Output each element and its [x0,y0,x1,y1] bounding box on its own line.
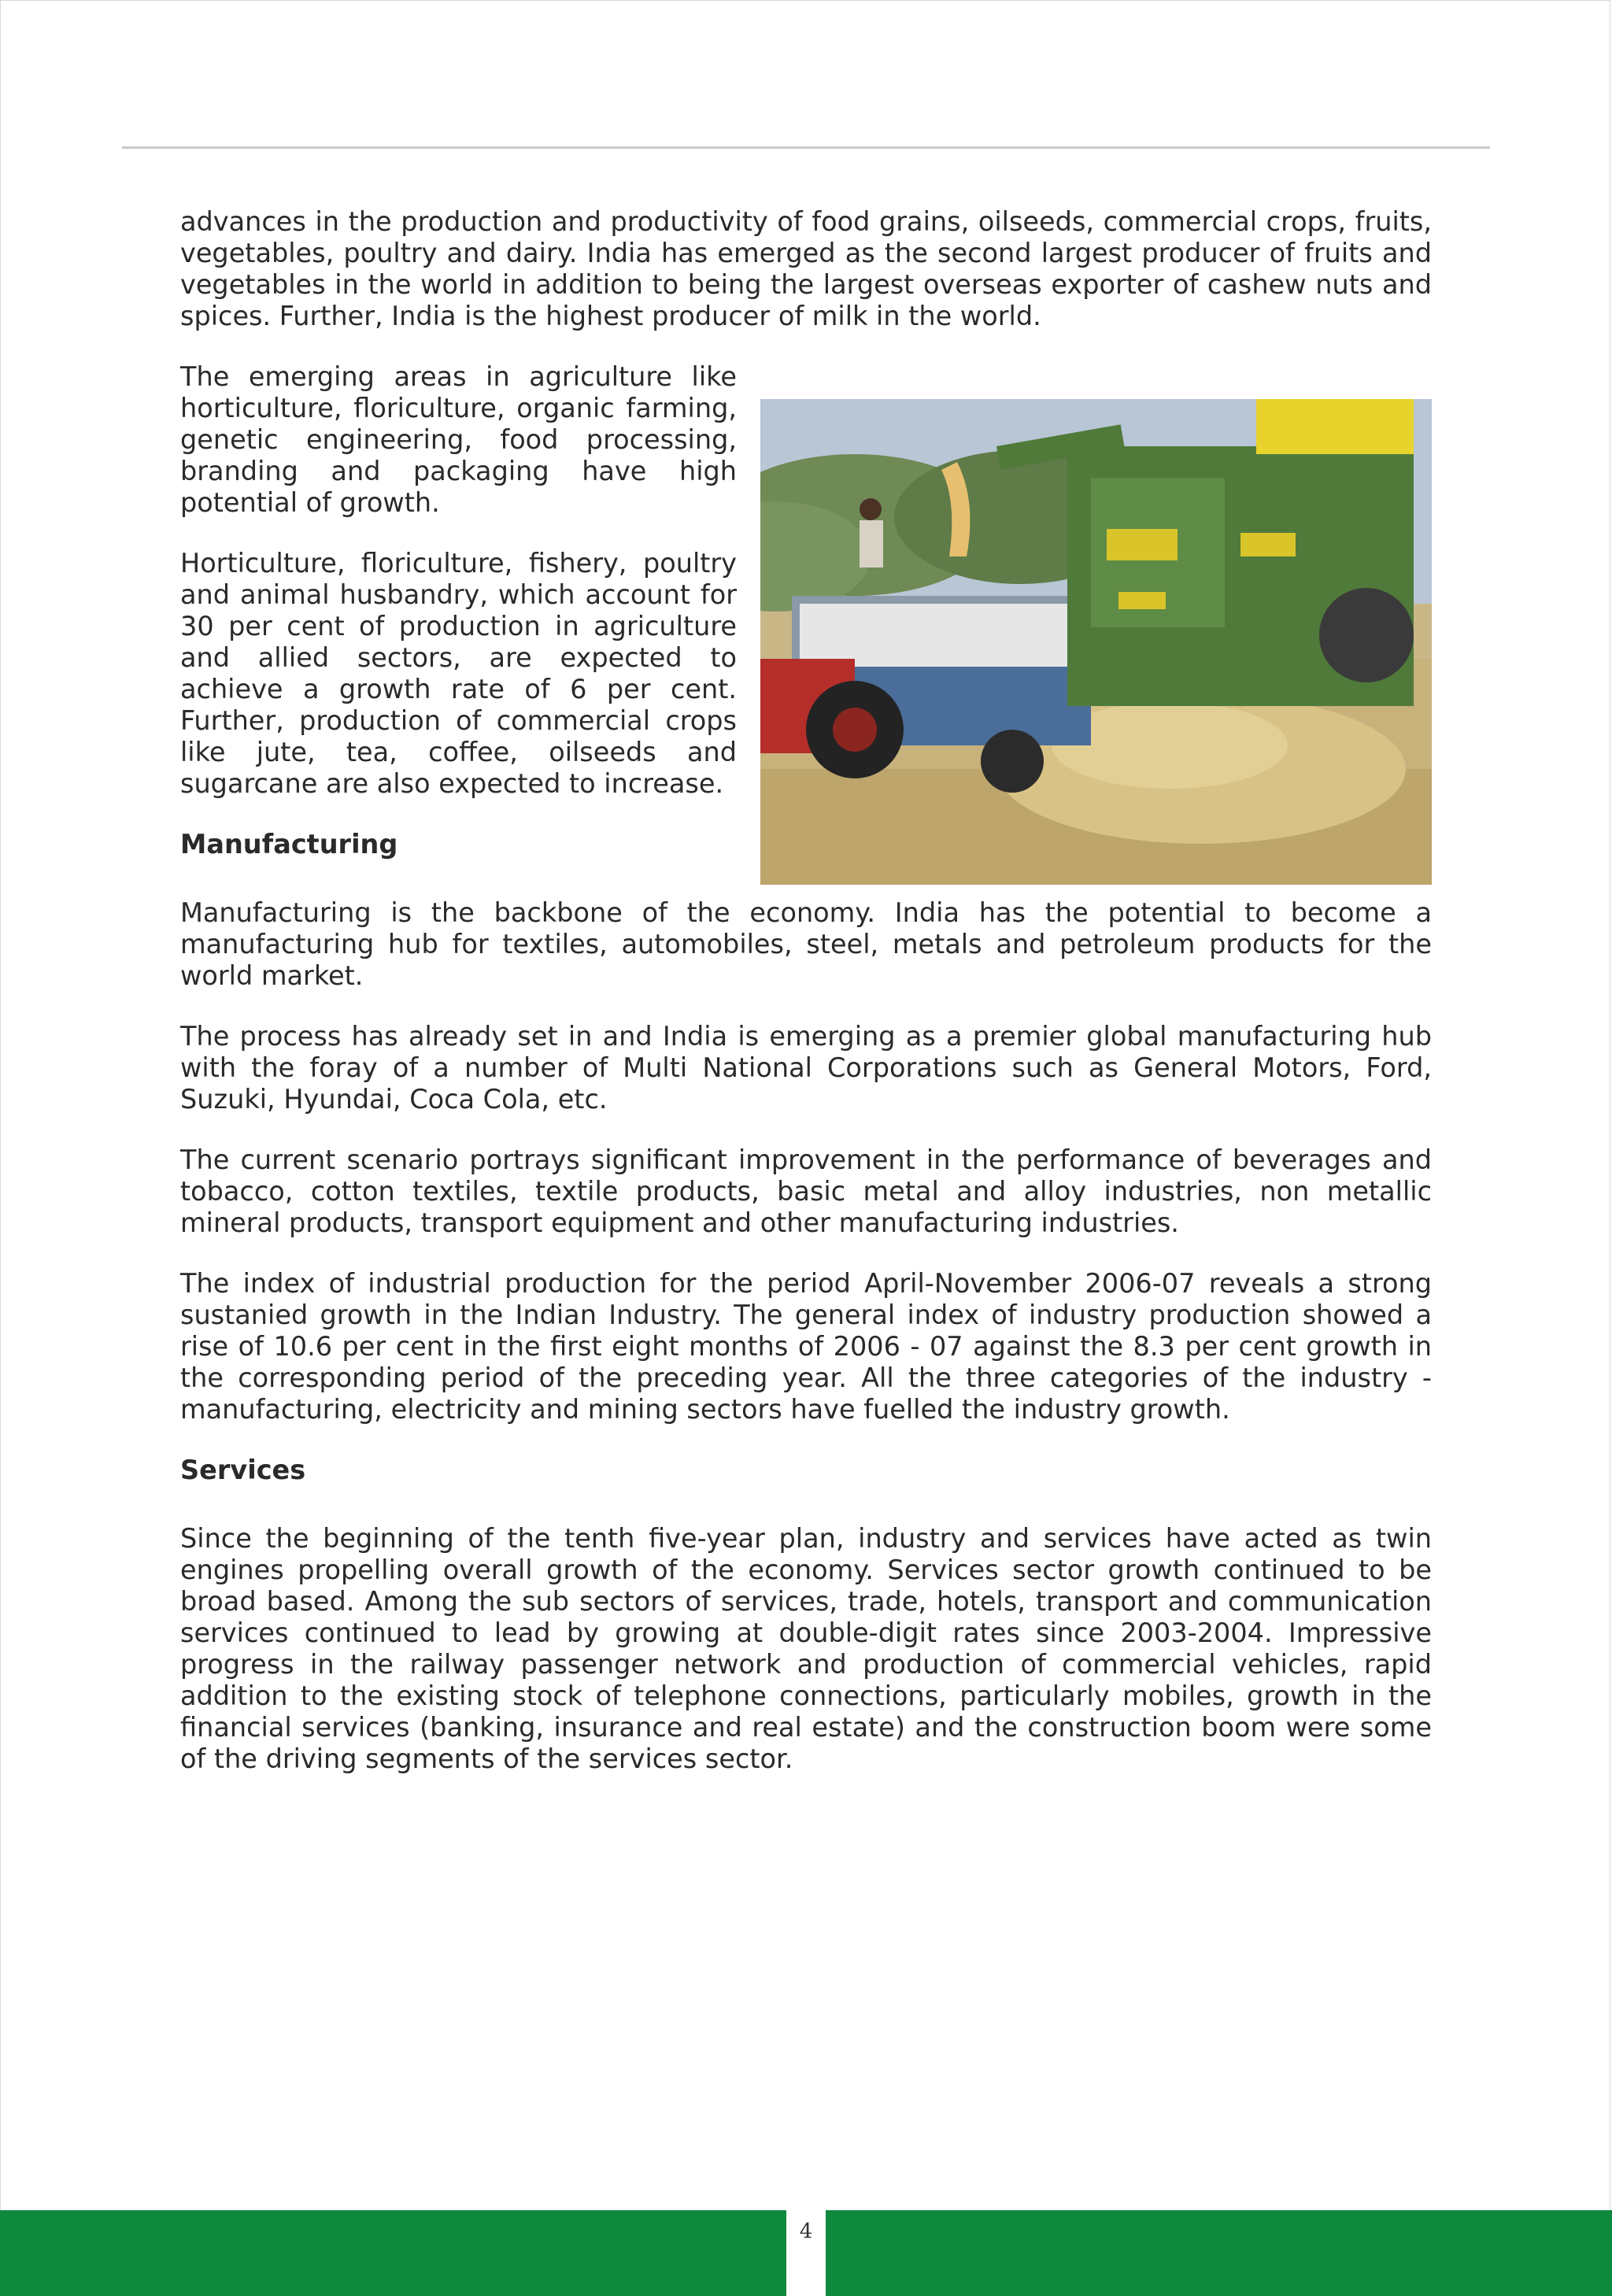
paragraph-agri-intro: advances in the production and productivity of food grains, oilseeds, commercial crops, fruits, vegetables, poultry and dairy. India has emerged as the second largest producer of fruits and vegetables in the world in addition to being the largest overseas exporter of cashew nuts and spices. Further, India is the highest producer of milk in the world. [180,206,1432,331]
header-rule [122,146,1490,149]
harvester-illustration [760,399,1432,885]
section-heading-manufacturing: Manufacturing [180,829,398,860]
paragraph-agri-emerging: The emerging areas in agriculture like horticulture, floriculture, organic farming, genetic engineering, food processing, branding and packaging have high potential of growth. [180,361,737,518]
paragraph-manufacturing-scenario: The current scenario portrays significant improvement in the performance of beverages and tobacco, cotton textiles, textile products, basic metal and alloy industries, non metallic mineral products, transport equipment and other manufacturing industries. [180,1144,1432,1238]
page-number: 4 [799,2220,813,2243]
paragraph-manufacturing-index: The index of industrial production for the period April-November 2006-07 reveals a strong sustanied growth in the Indian Industry. The general index of industry production showed a rise of 10.6 per cent in the first eight months of 2006 - 07 against the 8.3 per cent growth in the corresponding period of the preceding year. All the three categories of the industry - manufacturing, electricity and mining sectors have fuelled the industry growth. [180,1268,1432,1425]
paragraph-manufacturing-intro: Manufacturing is the backbone of the economy. India has the potential to become a manufacturing hub for textiles, automobiles, steel, metals and petroleum products for the world market. [180,897,1432,991]
page-number-tab [786,2210,826,2296]
harvester-photo [760,399,1432,885]
paragraph-manufacturing-process: The process has already set in and India is emerging as a premier global manufacturing hub with the foray of a number of Multi National Corporations such as General Motors, Ford, Suzuki, Hyundai, Coca Cola, etc. [180,1021,1432,1115]
paragraph-services: Since the beginning of the tenth five-year plan, industry and services have acted as twin engines propelling overall growth of the economy. Services sector growth continued to be broad based. Among the sub sectors of services, trade, hotels, transport and communication services continued to lead by growing at double-digit rates since 2003-2004. Impressive progress in the railway passenger network and production of commercial vehicles, rapid addition to the existing stock of telephone connections, particularly mobiles, growth in the financial services (banking, insurance and real estate) and the construction boom were some of the driving segments of the services sector. [180,1523,1432,1774]
paragraph-agri-horticulture: Horticulture, floriculture, fishery, poultry and animal husbandry, which account for 30 per cent of production in agriculture and allied sectors, are expected to achieve a growth rate of 6 per cent. Further, production of commercial crops like jute, tea, coffee, oilseeds and sugarcane are also expected to increase. [180,548,737,799]
section-heading-services: Services [180,1455,306,1485]
article-body [180,206,1432,1804]
